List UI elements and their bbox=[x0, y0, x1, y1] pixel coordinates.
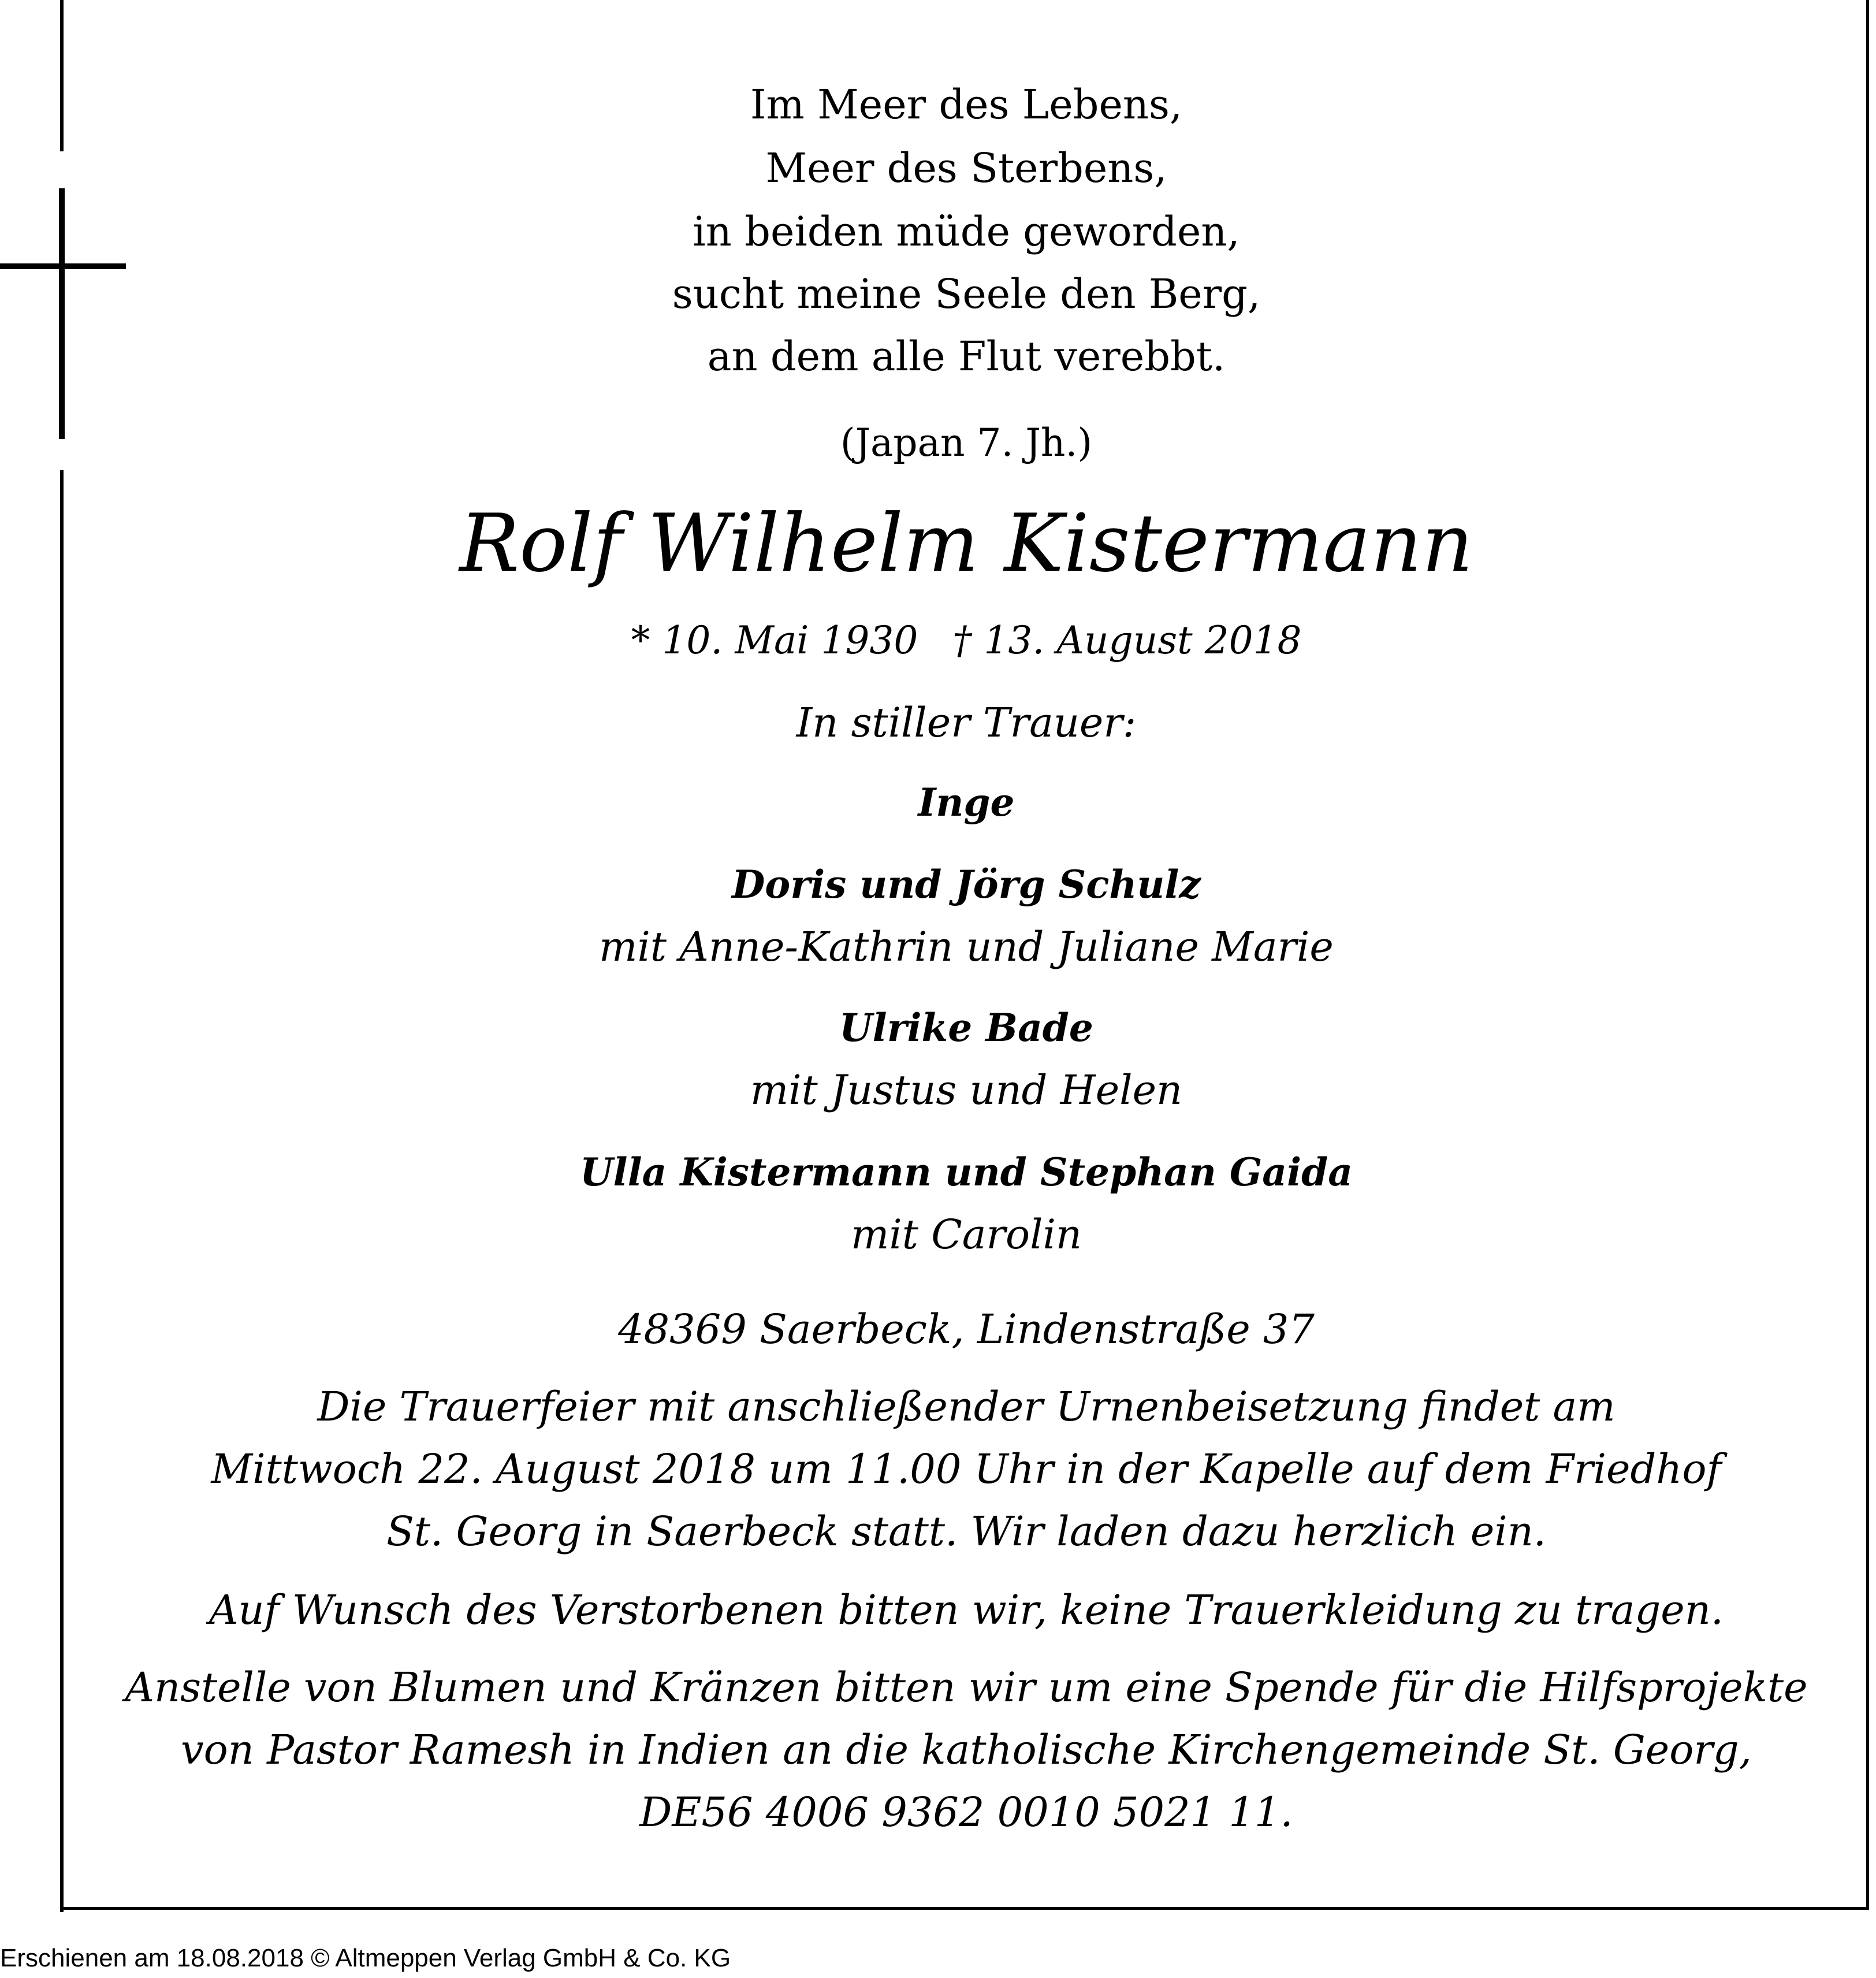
clothing-note: Auf Wunsch des Verstorbenen bitten wir, keine Trauerkleidung zu tragen. bbox=[209, 1586, 1724, 1634]
mourner-sub: mit Carolin bbox=[851, 1211, 1082, 1258]
poem-line: in beiden müde geworden, bbox=[693, 208, 1240, 255]
ceremony-line: Die Trauerfeier mit anschließender Urnenbeisetzung findet am bbox=[317, 1383, 1616, 1430]
mourner-name: Doris und Jörg Schulz bbox=[732, 862, 1201, 907]
life-dates bbox=[64, 618, 1869, 663]
mourner-name: Ulrike Bade bbox=[839, 1005, 1093, 1050]
death-date: † 13. August 2018 bbox=[952, 618, 1302, 663]
birth-date: * 10. Mai 1930 bbox=[631, 618, 918, 663]
mourner-name: Inge bbox=[918, 780, 1015, 825]
poem-line: sucht meine Seele den Berg, bbox=[672, 270, 1261, 318]
cross-icon-horizontal bbox=[0, 263, 126, 269]
mourning-intro: In stiller Trauer: bbox=[796, 699, 1137, 746]
poem-line: Meer des Sterbens, bbox=[765, 144, 1167, 192]
poem-line: Im Meer des Lebens, bbox=[750, 81, 1183, 128]
mourner-name: Ulla Kistermann und Stephan Gaida bbox=[579, 1150, 1353, 1195]
poem-line: an dem alle Flut verebbt. bbox=[707, 333, 1226, 380]
mourner-sub: mit Justus und Helen bbox=[750, 1066, 1183, 1114]
mourner-sub: mit Anne-Kathrin und Juliane Marie bbox=[599, 923, 1334, 971]
donation-line: DE56 4006 9362 0010 5021 11. bbox=[639, 1789, 1293, 1836]
donation-line: Anstelle von Blumen und Kränzen bitten wir um eine Spende für die Hilfsprojekte bbox=[125, 1664, 1808, 1711]
ceremony-line: St. Georg in Saerbeck statt. Wir laden dazu herzlich ein. bbox=[386, 1508, 1547, 1555]
publication-footer: Erschienen am 18.08.2018 © Altmeppen Verlag GmbH & Co. KG bbox=[0, 1944, 731, 1972]
frame-left-edge-top bbox=[60, 0, 64, 151]
poem-source: (Japan 7. Jh.) bbox=[840, 421, 1093, 465]
ceremony-line: Mittwoch 22. August 2018 um 11.00 Uhr in der Kapelle auf dem Friedhof bbox=[211, 1445, 1722, 1493]
deceased-name: Rolf Wilhelm Kistermann bbox=[459, 497, 1473, 590]
donation-line: von Pastor Ramesh in Indien an die katholische Kirchengemeinde St. Georg, bbox=[181, 1726, 1752, 1773]
address: 48369 Saerbeck, Lindenstraße 37 bbox=[618, 1306, 1315, 1353]
